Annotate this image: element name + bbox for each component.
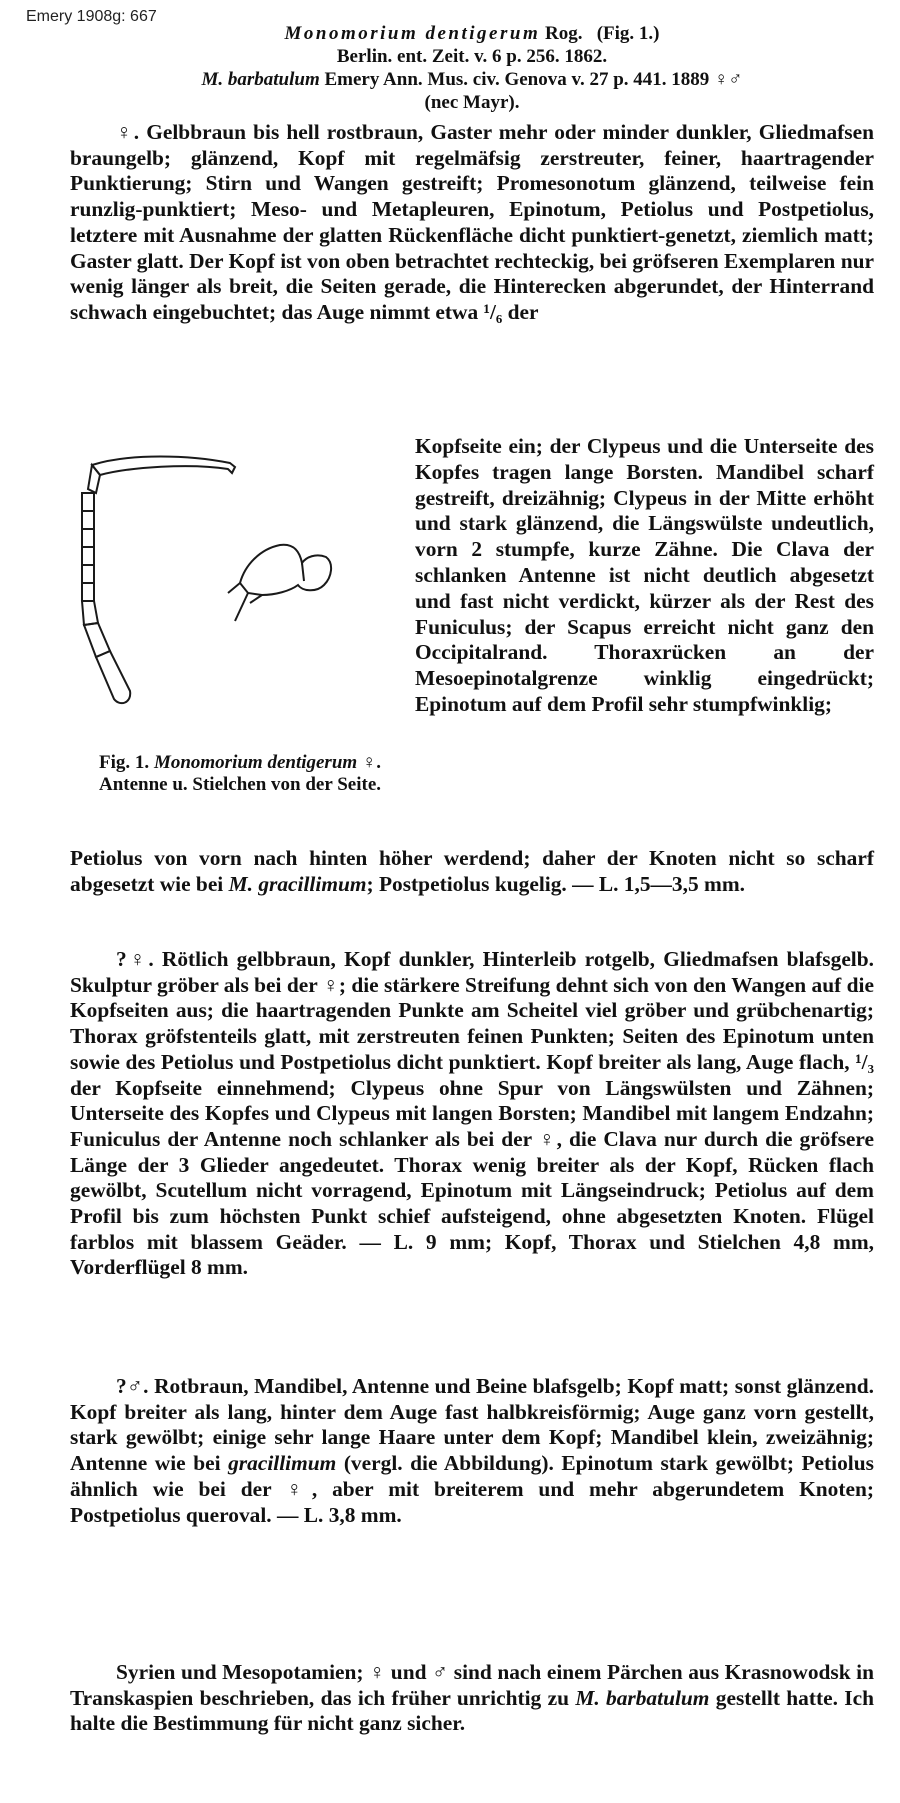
paragraph-female-main: ♀. Gelbbraun bis hell rostbraun, Gaster mehr oder minder dunkler, Gliedmafsen braungelb; glänzend, Kopf mit regelmäfsig zerstreuter, feiner, haartragender Punktierung; Stirn und Wangen gestreift; Promesonotum glänzend, teilweise fein runzlig-punktiert; Meso- und Metapleuren, Epinotum, Petiolus und Postpetiolus, letztere mit Ausnahme der glatten Rückenfläche dicht punktiert-genetzt, ziemlich matt; Gaster glatt. Der Kopf ist von oben betrachtet rechteckig, bei gröfseren Exemplaren nur wenig länger als breit, die Seiten gerade, die Hinterecken abgerundet, der Hinterrand schwach eingebuchtet; das Auge nimmt etwa ¹/₆ der <box>70 120 874 324</box>
paragraph-male <box>70 1374 874 1528</box>
male-text-b: (vergl. die Abbildung). Epinotum stark gewölbt; Petiolus ähnlich wie bei der ♀, aber mit breiterem und mehr abgerundetem Knoten; Postpetiolus queroval. — L. 3,8 mm. <box>70 1451 874 1527</box>
distribution-text-b: gestellt hatte. Ich halte die Bestimmung für nicht ganz sicher. <box>70 1685 875 1736</box>
male-italic: gracillimum <box>228 1451 337 1476</box>
paragraph-queen: ?♀. Rötlich gelbbraun, Kopf dunkler, Hinterleib rotgelb, Gliedmafsen blafsgelb. Skulptur gröber als bei der ♀; die stärkere Streifung dehnt sich von den Wangen auf die Kopfseiten aus; die haartragenden Punkte am Scheitel viel gröber und grübchenartig; Thorax gröfstenteils glatt, mit zerstreuten feinen Punkten; Seiten des Epinotum unten sowie des Petiolus und Postpetiolus dicht punktiert. Kopf breiter als lang, Auge flach, ¹/₃ der Kopfseite einnehmend; Clypeus ohne Spur von Längswülsten und Zähnen; Unterseite des Kopfes und Clypeus mit langen Borsten; Mandibel mit langem Endzahn; Funiculus der Antenne noch schlanker als bei der ♀, die Clava nur durch die gröfsere Länge der 3 Glieder angedeutet. Thorax wenig breiter als der Kopf, Rücken flach gewölbt, Scutellum nicht vorragend, Epinotum mit Längseindruck; Petiolus auf dem Profil bis zum höchsten Punkt schief aufsteigend, ohne abgesetzten Knoten. Flügel farblos mit blassem Geäder. — L. 9 mm; Kopf, Thorax und Stielchen 4,8 mm, Vorderflügel 8 mm. <box>70 947 874 1280</box>
title-line-3 <box>70 68 874 91</box>
after-fig-text-a: Petiolus von vorn nach hinten höher werdend; daher der Knoten nicht so scharf abgesetzt wie bei <box>70 846 874 896</box>
species-name: Monomorium dentigerum <box>284 23 541 44</box>
citation-label: Emery 1908g: 667 <box>26 8 157 25</box>
paragraph-female-beside-figure: Kopfseite ein; der Clypeus und die Unterseite des Kopfes tragen lange Borsten. Mandibel scharf gestreift, dreizähnig; Clypeus in der Mitte erhöht und stark glänzend, die Längswülste undeutlich, vorn 2 stumpfe, kurze Zähne. Die Clava der schlanken Antenne ist nicht deutlich abgesetzt und fast nicht verdickt, kürzer als der Rest des Funiculus; der Scapus erreicht nicht ganz den Occipitalrand. Thoraxrücken an der Mesoepinotalgrenze winklig eingedrückt; Epinotum auf dem Profil sehr stumpfwinklig; <box>415 434 874 716</box>
paragraph-distribution <box>70 1660 874 1737</box>
paragraph-female-after-figure <box>70 846 874 897</box>
caption-sex: ♀. <box>361 752 381 773</box>
figure-reference: (Fig. 1.) <box>596 23 660 44</box>
male-text-a: ?♂. Rotbraun, Mandibel, Antenne und Beine blafsgelb; Kopf matt; sonst glänzend. Kopf breiter als lang, hinter dem Auge fast halbkreisförmig; Auge ganz vorn gestellt, stark gewölbt; einige sehr lange Haare unter dem Kopf; Mandibel klein, zweizähnig; Antenne wie bei <box>70 1374 874 1476</box>
caption-description: Antenne u. Stielchen von der Seite. <box>98 774 381 795</box>
title-line-2: Berlin. ent. Zeit. v. 6 p. 256. 1862. <box>336 46 608 67</box>
synonym-citation: Emery Ann. Mus. civ. Genova v. 27 p. 441. 1889 ♀♂ <box>324 69 743 90</box>
after-fig-italic: M. gracillimum <box>228 871 367 896</box>
antenna-petiole-drawing <box>70 453 410 743</box>
title-block <box>70 22 874 114</box>
after-fig-text-b: ; Postpetiolus kugelig. — L. 1,5—3,5 mm. <box>366 871 746 896</box>
species-author: Rog. <box>544 23 583 44</box>
distribution-text-a: Syrien und Mesopotamien; ♀ und ♂ sind nach einem Pärchen aus Krasnowodsk in Transkaspien beschrieben, das ich früher unrichtig zu <box>70 1660 874 1710</box>
title-line-4: (nec Mayr). <box>424 92 520 113</box>
synonym-name: M. barbatulum <box>201 69 320 90</box>
distribution-italic: M. barbatulum <box>575 1685 710 1710</box>
title-line-1 <box>70 22 874 45</box>
figure-caption <box>70 752 410 796</box>
caption-species: Monomorium dentigerum <box>153 752 358 773</box>
caption-label: Fig. 1. <box>99 752 150 773</box>
